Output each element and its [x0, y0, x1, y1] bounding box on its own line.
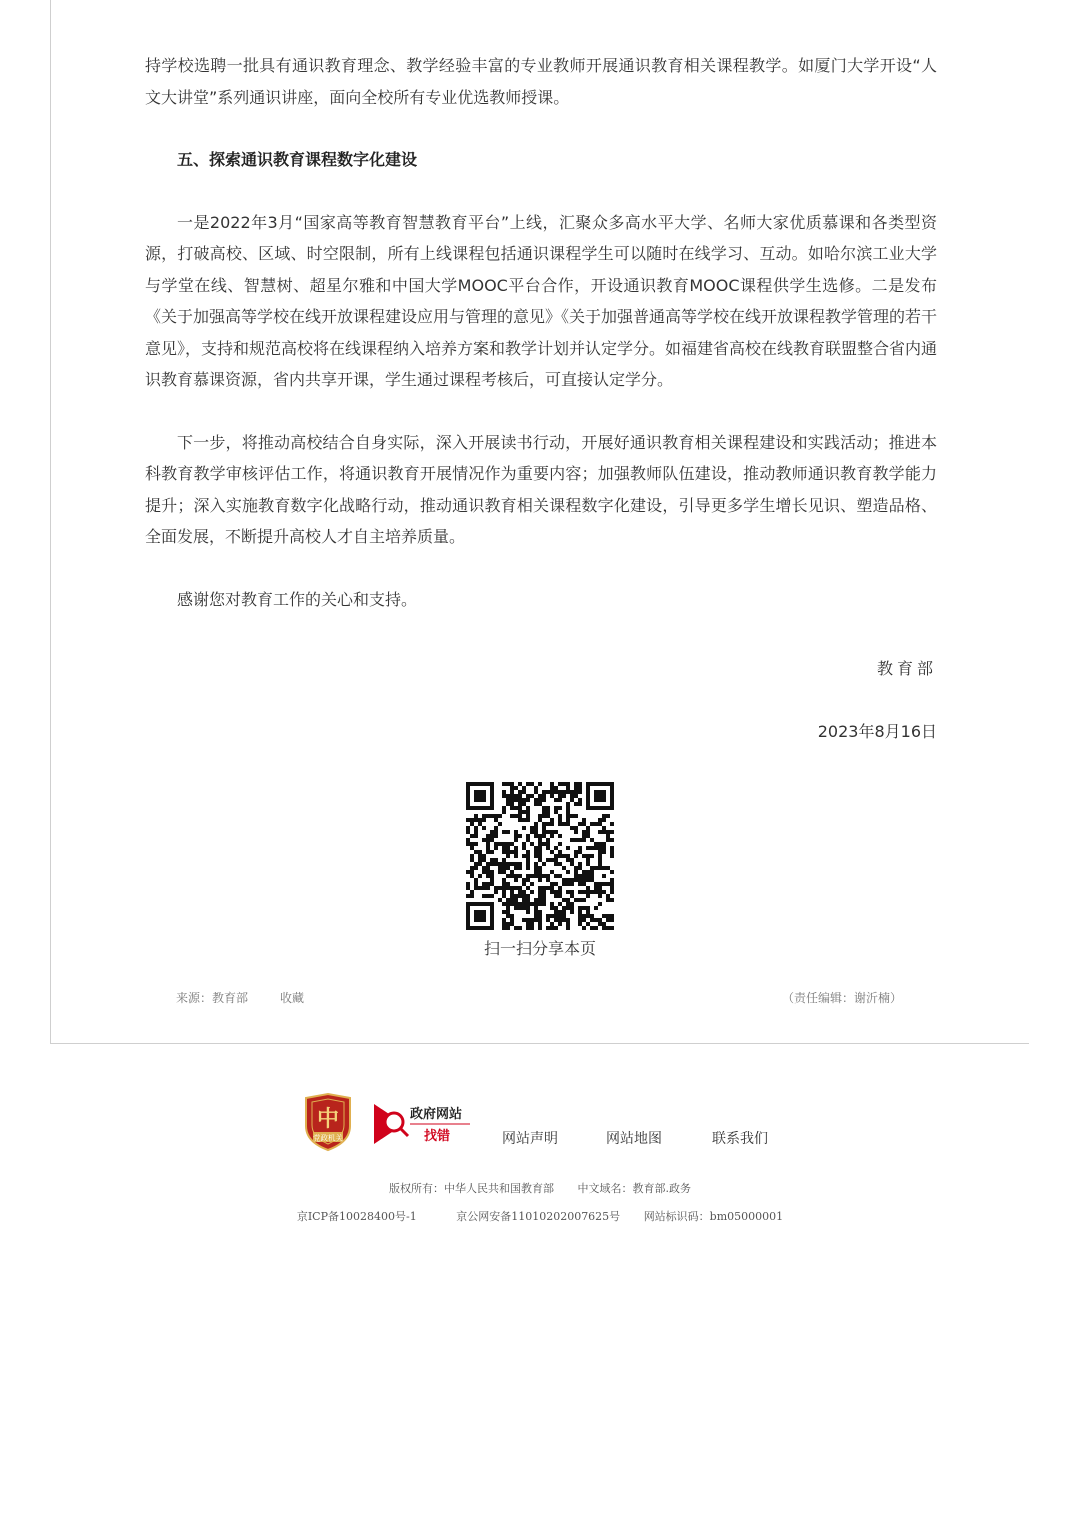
section-heading-5: 五、探索通识教育课程数字化建设: [177, 150, 418, 169]
domain-text: 中文域名：教育部.政务: [577, 1182, 691, 1195]
paragraph-digital: 一是2022年3月“国家高等教育智慧教育平台”上线，汇聚众多高水平大学、名师大家优质慕课和各类型资源，打破高校、区域、时空限制，所有上线课程包括通识课程学生可以随时在线学习、互动。如哈尔滨工业大学与学堂在线、智慧树、超星尔雅和中国大学MOOC平台合作，开设通识教育MOOC课程供学生选修。二是发布《关于加强高等学校在线开放课程建设应用与管理的意见》《关于加强普通高等学校在线开放课程教学管理的若干意见》，支持和规范高校将在线课程纳入培养方案和教学计划并认定学分。如福建省高校在线教育联盟整合省内通识教育慕课资源，省内共享开课，学生通过课程考核后，可直接认定学分。: [145, 212, 938, 389]
registration-line: [0, 1208, 1080, 1224]
icp-link[interactable]: 京ICP备10028400号-1: [296, 1210, 417, 1223]
favorite-link[interactable]: 收藏: [280, 991, 305, 1005]
qr-caption: 扫一扫分享本页: [483, 939, 596, 958]
signature-date: 2023年8月16日: [817, 722, 937, 741]
site-map-link[interactable]: 网站地图: [606, 1131, 662, 1147]
qr-code-image: [466, 782, 614, 930]
source-label: 来源：教育部: [176, 991, 249, 1005]
site-id-text: 网站标识码：bm05000001: [643, 1210, 784, 1223]
police-record-link[interactable]: 京公网安备11010202007625号: [456, 1210, 621, 1223]
paragraph-intro: 持学校选聘一批具有通识教育理念、教学经验丰富的专业教师开展通识教育相关课程教学。如厦门大学开设“人文大讲堂”系列通识讲座，面向全校所有专业优选教师授课。: [145, 56, 937, 107]
paragraph-thanks: 感谢您对教育工作的关心和支持。: [177, 589, 418, 609]
editor-credit: （责任编辑：谢沂楠）: [781, 991, 902, 1005]
article-body: [145, 50, 937, 615]
contact-us-link[interactable]: 联系我们: [712, 1131, 768, 1147]
error-report-icon: [374, 1100, 474, 1146]
error-badge-title: 政府网站: [410, 1107, 463, 1122]
paragraph-next-steps: 下一步，将推动高校结合自身实际，深入开展读书行动，开展好通识教育相关课程建设和实践活动；推进本科教育教学审核评估工作，将通识教育开展情况作为重要内容；加强教师队伍建设，推动教师通识教育教学能力提升；深入实施教育数字化战略行动，推动通识教育相关课程数字化建设，引导更多学生增长见识、塑造品格、全面发展，不断提升高校人才自主培养质量。: [145, 432, 937, 546]
signature-organization: 教育部: [876, 659, 937, 678]
copyright-text: 版权所有：中华人民共和国教育部: [389, 1182, 554, 1195]
copyright-line: [0, 1180, 1080, 1196]
party-gov-organ-badge[interactable]: [302, 1092, 354, 1152]
gov-badge-text: 党政机关: [313, 1133, 343, 1143]
svg-text:中: 中: [316, 1106, 340, 1132]
site-statement-link[interactable]: 网站声明: [502, 1131, 558, 1147]
error-badge-sub: 找错: [424, 1129, 451, 1144]
gov-site-error-report-badge[interactable]: [374, 1100, 474, 1146]
shield-icon: [302, 1092, 354, 1152]
qr-code: [466, 782, 614, 930]
